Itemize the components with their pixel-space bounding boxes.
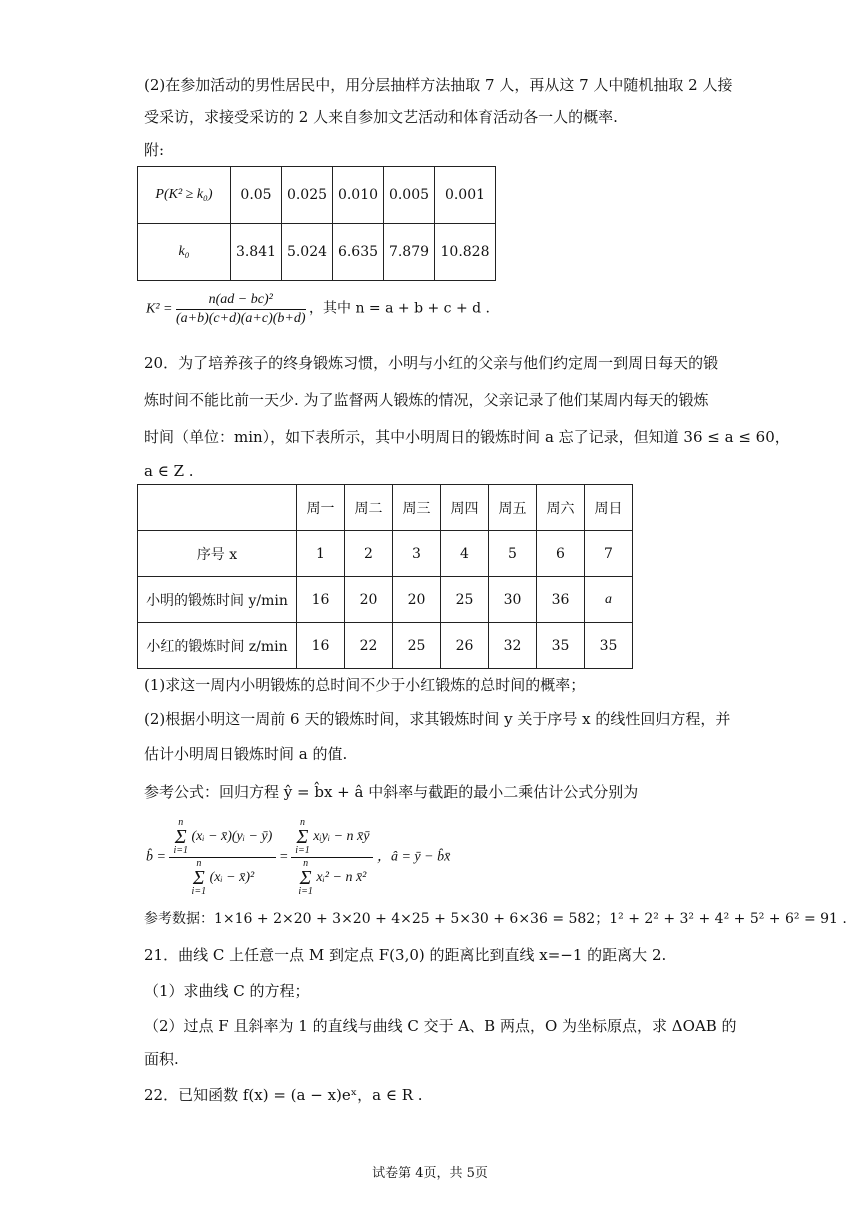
q20-line4: a ∈ Z . [144,462,194,480]
table2-cell: 5 [489,531,537,577]
table2-cell: 16 [297,577,345,623]
sum-upper: n [299,817,305,828]
table1-prob-cell: 0.001 [435,167,496,224]
table2-cell: 25 [441,577,489,623]
den1-text: (xᵢ − x̄)² [209,870,255,886]
q20-part1: (1)求这一周内小明锻炼的总时间不少于小红锻炼的总时间的概率； [144,676,586,694]
table2-cell: 3 [393,531,441,577]
sum-symbol: n Σ i=1 [295,817,310,856]
table2-cell: 2 [345,531,393,577]
table2-day-header: 周二 [345,485,393,531]
sum-lower: i=1 [298,886,313,897]
sum-upper: n [196,858,202,869]
sum-symbol: n Σ i=1 [173,817,188,856]
table2-cell: 26 [441,623,489,669]
table1-prob-cell: 0.005 [384,167,435,224]
table2-day-header: 周三 [393,485,441,531]
table2-day-header: 周四 [441,485,489,531]
table2-cell: 30 [489,577,537,623]
table1-prob-cell: 0.05 [231,167,282,224]
table1-k0-cell: 5.024 [282,224,333,281]
q21-line1: 21．曲线 C 上任意一点 M 到定点 F(3,0) 的距离比到直线 x=−1 的距离大 2. [144,946,667,964]
k2-numerator: n(ad − bc)² [176,292,306,310]
ref-formula-intro: 参考公式：回归方程 ŷ = b̂x + â 中斜率与截距的最小二乘估计公式分别为 [144,783,639,801]
table1-prob-cell: 0.010 [333,167,384,224]
table2-cell: 22 [345,623,393,669]
table-row [138,623,633,669]
table2-cell: a [585,577,633,623]
q21-part2-line1: （2）过点 F 且斜率为 1 的直线与曲线 C 交于 A、B 两点，O 为坐标原点，求 ΔOAB 的 [144,1017,737,1035]
q20-line2: 炼时间不能比前一天少. 为了监督两人锻炼的情况，父亲记录了他们某周内每天的锻炼 [144,391,709,409]
sum-lower: i=1 [191,886,207,897]
q21-part2-line2: 面积. [144,1050,179,1068]
appendix-label: 附: [144,141,165,159]
k2-denominator: (a+b)(c+d)(a+c)(b+d) [175,311,306,326]
table2-cell: 1 [297,531,345,577]
sum-upper: n [303,858,309,869]
table2-cell: 7 [585,531,633,577]
q19-part2-line1: (2)在参加活动的男性居民中，用分层抽样方法抽取 7 人，再从这 7 人中随机抽取 2 人接 [144,76,733,94]
table2-day-header: 周日 [585,485,633,531]
ahat-formula: ，â = ȳ − b̂x̄ [376,849,451,865]
table2-cell: 36 [537,577,585,623]
table2-corner [138,485,297,531]
table2-cell: 20 [345,577,393,623]
q21-part1: （1）求曲线 C 的方程； [144,982,310,1000]
bhat-fraction-1 [169,818,276,897]
num2-text: xᵢyᵢ − n x̄ȳ [313,829,370,845]
table2-cell: 25 [393,623,441,669]
num1-text: (xᵢ − x̄)(yᵢ − ȳ) [191,829,273,845]
sum-symbol: n Σ i=1 [298,858,313,897]
sum-upper: n [178,817,184,828]
table2-day-header: 周六 [537,485,585,531]
table2-cell: 35 [585,623,633,669]
k2-fraction [176,292,306,327]
chi-square-table [137,166,496,281]
table-row [138,531,633,577]
table1-header-k0: k₀ [138,224,231,281]
table2-cell: 20 [393,577,441,623]
table2-day-header: 周五 [489,485,537,531]
q20-line1: 20．为了培养孩子的终身锻炼习惯，小明与小红的父亲与他们约定周一到周日每天的锻 [144,354,719,372]
table2-cell: 16 [297,623,345,669]
den2-text: xᵢ² − n x̄² [316,870,367,886]
ref-data: 参考数据：1×16 + 2×20 + 3×20 + 4×25 + 5×30 + 6×36 = 582；1² + 2² + 3² + 4² + 5² + 6² = 91 . [144,911,847,927]
bhat-lhs: b̂ = [146,849,166,865]
bhat-denominator-2 [291,858,373,897]
table2-row-label: 小明的锻炼时间 y/min [138,577,297,623]
table2-cell: 6 [537,531,585,577]
table1-k0-cell: 10.828 [435,224,496,281]
table2-row-label: 序号 x [138,531,297,577]
q20-part2-line2: 估计小明周日锻炼时间 a 的值. [144,745,348,763]
bhat-numerator-2 [291,818,373,858]
k2-formula [146,292,490,327]
k2-lhs: K² = [146,301,173,317]
sum-lower: i=1 [295,845,310,856]
q20-part2-line1: (2)根据小明这一周前 6 天的锻炼时间，求其锻炼时间 y 关于序号 x 的线性回归方程，并 [144,710,731,728]
table1-prob-cell: 0.025 [282,167,333,224]
table2-row-label: 小红的锻炼时间 z/min [138,623,297,669]
k2-tail: ，其中 n = a + b + c + d . [309,300,491,317]
table2-cell: 4 [441,531,489,577]
table2-cell: 35 [537,623,585,669]
bhat-denominator-1 [169,858,276,897]
page-footer: 试卷第 4页，共 5页 [372,1166,488,1181]
bhat-numerator-1 [169,818,276,858]
bhat-fraction-2 [291,818,373,897]
table2-day-header: 周一 [297,485,345,531]
table2-cell: 32 [489,623,537,669]
table1-k0-cell: 6.635 [333,224,384,281]
table-row [138,577,633,623]
q22-line1: 22．已知函数 f(x) = (a − x)eˣ，a ∈ R . [144,1086,423,1104]
table1-header-prob: P(K² ≥ k₀) [138,167,231,224]
sum-lower: i=1 [173,845,188,856]
table1-k0-cell: 7.879 [384,224,435,281]
q20-line3: 时间（单位：min），如下表所示，其中小明周日的锻炼时间 a 忘了记录，但知道 36 ≤ a ≤ 60， [144,428,790,446]
table1-k0-cell: 3.841 [231,224,282,281]
exercise-time-table [137,484,633,669]
q19-part2-line2: 受采访，求接受采访的 2 人来自参加文艺活动和体育活动各一人的概率. [144,108,618,126]
sum-symbol: n Σ i=1 [191,858,207,897]
regression-formula: b̂ = n Σ i=1 (xᵢ − x̄)(yᵢ − ȳ) n Σ i=1 (xᵢ − x̄)² = n Σ i=1 xᵢyᵢ − n x̄ȳ n Σ i=1 xᵢ² − n x̄² ，â = ȳ − b̂x̄ [146,817,451,897]
